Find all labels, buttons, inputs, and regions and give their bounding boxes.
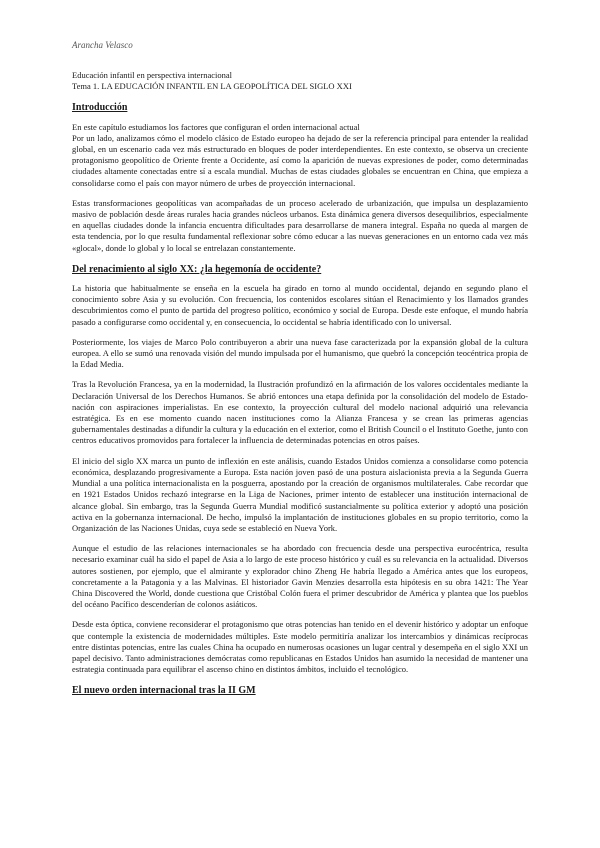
- section-heading-introduccion: Introducción: [72, 102, 128, 114]
- author-name: Arancha Velasco: [72, 40, 133, 50]
- paragraph-revolucion-francesa: Tras la Revolución Francesa, ya en la modernidad, la Ilustración profundizó en la afirmación de los valores occidentales mediante la Declaración Universal de los Derechos Humanos. Se abrió entonces una etapa definida por la consolidación del modelo de Estado-nación con aspiraciones imperialistas. En ese contexto, la proyección cultural del modelo nacional adquirió una relevancia estratégica. Es en ese momento cuando nacen instituciones como la Alianza Francesa y se crean las primeras agencias gubernamentales destinadas a difundir la cultura y la educación en el exterior, como el British Council o el Instituto Goethe, junto con centros educativos promovidos para fortalecer la influencia de determinadas potencias en otros países.: [72, 379, 528, 446]
- paragraph-siglo-xx: El inicio del siglo XX marca un punto de inflexión en este análisis, cuando Estados Unidos comienza a consolidarse como potencia económica, desplazando progresivamente a Europa. Esta nación joven pasó de una postura aislacionista previa a la Segunda Guerra Mundial a una política internacionalista en la posguerra, apostando por la creación de organismos multilaterales. Cabe recordar que en 1921 Estados Unidos rechazó integrarse en la Liga de Naciones, primer intento de establecer una institución internacional de alcance global. Sin embargo, tras la Segunda Guerra Mundial modificó sustancialmente su política exterior y adoptó una posición activa en la gobernanza internacional. De hecho, impulsó la implantación de instituciones globales en su propio territorio, como la Organización de las Naciones Unidas, cuya sede se estableció en Nueva York.: [72, 455, 528, 533]
- paragraph-intro-1: Por un lado, analizamos cómo el modelo clásico de Estado europeo ha dejado de ser la referencia principal para entender la realidad global, en un escenario cada vez más estructurado en bloques de poder interdependientes. En este contexto, se observa un creciente protagonismo geopolítico de Oriente frente a Occidente, así como la aparición de nuevas expresiones de poder, como determinadas ciudades altamente conectadas entre sí a escala mundial. Muchas de estas ciudades globales se encuentran en China, que empieza a consolidarse como el país con mayor número de urbes de proyección internacional.: [72, 132, 528, 188]
- document-body: [72, 70, 528, 705]
- section-heading-renacimiento: Del renacimiento al siglo XX: ¿la hegemonía de occidente?: [72, 263, 322, 275]
- paragraph-historia: La historia que habitualmente se enseña en la escuela ha girado en torno al mundo occidental, dejando en segundo plano el conocimiento sobre Asia y su evolución. Con frecuencia, los contenidos escolares sitúan el Renacimiento y los llamados grandes descubrimientos como el punto de partida del progreso político, económico y social de Europa. Desde este enfoque, el mundo habría pasado a configurarse como occidental y, en consecuencia, lo occidental se habría identificado con lo universal.: [72, 283, 528, 327]
- topic-title: Tema 1. LA EDUCACIÓN INFANTIL EN LA GEOPOLÍTICA DEL SIGLO XXI: [72, 81, 352, 92]
- paragraph-intro-2: Estas transformaciones geopolíticas van acompañadas de un proceso acelerado de urbanización, que impulsa un desplazamiento masivo de población desde áreas rurales hacia grandes núcleos urbanos. Esta dinámica genera diversos desequilibrios, especialmente en aquellas ciudades donde la infancia encuentra dificultades para desarrollarse de manera integral. España no queda al margen de esta tendencia, por lo que resulta fundamental reflexionar sobre cómo educar a las nuevas generaciones en un entorno cada vez más «glocal», donde lo global y lo local se entrelazan constantemente.: [72, 197, 528, 253]
- paragraph-asia: Aunque el estudio de las relaciones internacionales se ha abordado con frecuencia desde una perspectiva eurocéntrica, resulta necesario examinar cuál ha sido el papel de Asia a lo largo de este proceso histórico y cuál es su relevancia en la actualidad. Diversos autores sostienen, por ejemplo, que el almirante y explorador chino Zheng He habría llegado a América antes que los europeos, concretamente a la Patagonia y a las Malvinas. El historiador Gavin Menzies desarrolla esta hipótesis en su obra 1421: The Year China Discovered the World, donde cuestiona que Cristóbal Colón fuera el primer descubridor de América y plantea que los pueblos del océano Pacífico descenderían de colonos asiáticos.: [72, 543, 528, 610]
- course-title: Educación infantil en perspectiva internacional: [72, 70, 233, 80]
- paragraph-intro-lead: En este capítulo estudiamos los factores que configuran el orden internacional actual: [72, 121, 360, 132]
- paragraph-marco-polo: Posteriormente, los viajes de Marco Polo contribuyeron a abrir una nueva fase caracterizada por la expansión global de la cultura europea. A ello se sumó una renovada visión del mundo impulsada por el humanismo, que quebró la concepción teocéntrica propia de la Edad Media.: [72, 336, 528, 370]
- paragraph-modernidades: Desde esta óptica, conviene reconsiderar el protagonismo que otras potencias han tenido en el devenir histórico y adoptar un enfoque que contemple la existencia de modernidades múltiples. Este modelo permitiría analizar los intercambios y dinámicas recíprocas entre distintas potencias, entre las cuales China ha ocupado en numerosas ocasiones un lugar central y desempeña en el siglo XXI un papel decisivo. Tanto administraciones demócratas como republicanas en Estados Unidos han asumido la necesidad de mantener una estrategia continuada para equilibrar el ascenso chino en distintos ámbitos, incluido el tecnológico.: [72, 619, 528, 675]
- section-heading-nuevo-orden: El nuevo orden internacional tras la II GM: [72, 685, 256, 697]
